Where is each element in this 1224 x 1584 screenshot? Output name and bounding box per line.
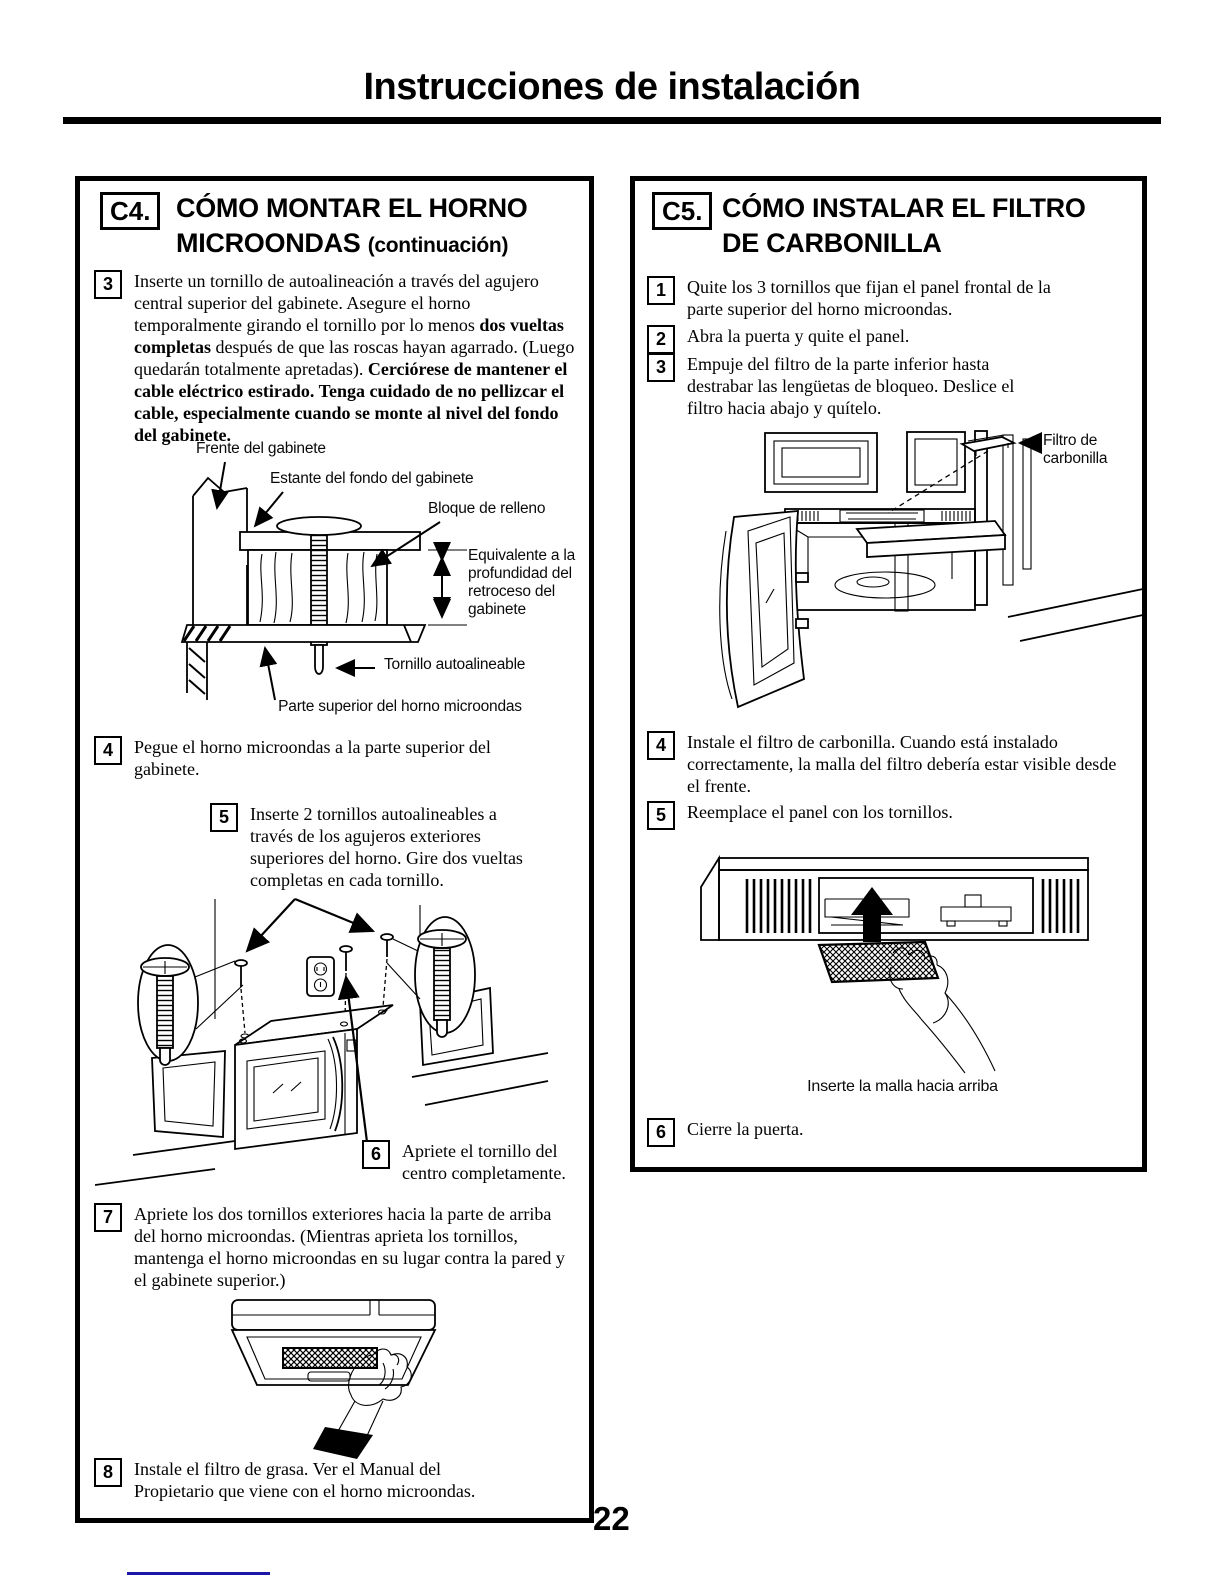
page-title: Instrucciones de instalación xyxy=(363,66,861,108)
section-c4-tag: C4. xyxy=(100,192,160,230)
c4-step-8 xyxy=(94,1458,514,1502)
c5-step-2-number: 2 xyxy=(647,325,675,354)
c4-step-6-text: Apriete el tornillo del centro completamente. xyxy=(402,1141,566,1183)
label-charcoal-filter: Filtro de carbonilla xyxy=(1043,432,1108,467)
c5-title-line2: DE CARBONILLA xyxy=(722,228,942,258)
c4-step-7-number: 7 xyxy=(94,1203,122,1232)
mesh-caption: Inserte la malla hacia arriba xyxy=(807,1078,998,1095)
screw-callout-left xyxy=(138,945,243,1065)
c5-step-3-number: 3 xyxy=(647,353,675,382)
label-self-aligning-screw: Tornillo autoalineable xyxy=(384,656,526,673)
c5-step-6 xyxy=(647,1118,987,1147)
section-c5-tag: C5. xyxy=(652,192,712,230)
depth-dimension-arrow xyxy=(428,550,467,625)
microwave-underside xyxy=(232,1300,435,1385)
vent-and-filter-housing xyxy=(785,509,975,523)
c5-step-5-number: 5 xyxy=(647,801,675,830)
c5-title-line1: CÓMO INSTALAR EL FILTRO xyxy=(722,193,1086,223)
c5-step-4-number: 4 xyxy=(647,731,675,760)
c4-step-3-b1: dos vueltas completas xyxy=(134,315,564,357)
c5-step-2 xyxy=(647,325,1087,354)
label-cabinet-shelf: Estante del fondo del gabinete xyxy=(270,470,474,487)
microwave-body xyxy=(235,1005,393,1149)
filter-leader-line xyxy=(888,451,988,513)
c5-step-2-text: Abra la puerta y quite el panel. xyxy=(687,326,910,346)
label-recess-depth: Equivalente a la profundidad del retroceso del gabinete xyxy=(468,547,576,618)
c4-step-7-text: Apriete los dos tornillos exteriores hacia la parte de arriba del horno microondas. (Mientras aprieta los tornillos, mantenga el horno microondas en su lugar contra la pared y el gabinete superior.) xyxy=(134,1204,565,1290)
c5-step-5 xyxy=(647,801,1087,830)
c4-step-3-t1: Inserte un tornillo de autoalineación a través del agujero central superior del gabinete. Asegure el horno temporalmente girando el tornillo por lo menos xyxy=(134,271,539,335)
section-c5-title xyxy=(722,191,1122,261)
screw-callout-right xyxy=(387,917,475,1037)
c4-step-8-text: Instale el filtro de grasa. Ver el Manual del Propietario que viene con el horno microondas. xyxy=(134,1459,476,1501)
open-door xyxy=(720,511,808,707)
c4-title-line1: CÓMO MONTAR EL HORNO xyxy=(176,193,528,223)
label-filler-block: Bloque de relleno xyxy=(428,500,546,517)
grease-filter-diagram xyxy=(225,1293,445,1461)
footer-blue-line xyxy=(127,1572,270,1575)
label-microwave-top: Parte superior del horno microondas xyxy=(278,698,522,715)
front-vent-panel xyxy=(701,858,1088,940)
c5-step-1 xyxy=(647,276,1087,320)
c5-step-5-text: Reemplace el panel con los tornillos. xyxy=(687,802,953,822)
c4-step-6 xyxy=(362,1140,597,1184)
mesh-filter-insert-diagram xyxy=(695,847,1105,1075)
label-cabinet-front: Frente del gabinete xyxy=(196,440,326,457)
c4-step-4-text: Pegue el horno microondas a la parte superior del gabinete. xyxy=(134,737,491,779)
charcoal-filter-tray xyxy=(962,435,1014,456)
c4-step-4 xyxy=(94,736,499,780)
c4-step-3-t2: después de que las roscas hayan agarrado. (Luego quedarán totalmente apretadas). xyxy=(134,337,575,379)
c4-step-6-number: 6 xyxy=(362,1140,390,1169)
c5-step-6-number: 6 xyxy=(647,1118,675,1147)
c4-step-5 xyxy=(210,803,535,891)
c5-step-6-text: Cierre la puerta. xyxy=(687,1119,804,1139)
c5-step-3-text: Empuje del filtro de la parte inferior hasta destrabar las lengüetas de bloqueo. Deslice el filtro hacia abajo y quítelo. xyxy=(687,354,1015,418)
c5-step-3 xyxy=(647,353,1047,419)
c4-step-3-text xyxy=(134,270,579,446)
sleeve xyxy=(313,1427,373,1459)
electrical-outlet xyxy=(307,957,334,996)
page-number: 22 xyxy=(593,1500,630,1537)
c4-step-3-number: 3 xyxy=(94,270,122,299)
c5-step-1-number: 1 xyxy=(647,276,675,305)
c4-step-4-number: 4 xyxy=(94,736,122,765)
c4-step-7 xyxy=(94,1203,569,1291)
c4-step-5-text: Inserte 2 tornillos autoalineables a través de los agujeros exteriores superiores del horno. Gire dos vueltas completas en cada tornillo. xyxy=(250,804,523,890)
counter-lines xyxy=(1008,589,1143,641)
cabinet-front-panel xyxy=(193,478,247,625)
title-rule xyxy=(63,117,1161,124)
c4-step-3-b2: Cerciórese de mantener el cable eléctrico estirado. Tenga cuidado de no pellizcar el cable, especialmente cuando se monte al nivel del fondo del gabinete. xyxy=(134,359,568,445)
c5-step-1-text: Quite los 3 tornillos que fijan el panel frontal de la parte superior del horno microondas. xyxy=(687,277,1051,319)
c4-step-8-number: 8 xyxy=(94,1458,122,1487)
c4-title-note: (continuación) xyxy=(367,234,509,257)
c4-step-3 xyxy=(94,270,579,446)
screw-pointer-arrows xyxy=(247,899,373,951)
charcoal-filter-location-diagram xyxy=(690,427,1145,717)
c4-title-line2: MICROONDAS xyxy=(176,228,361,258)
c5-step-4-text: Instale el filtro de carbonilla. Cuando está instalado correctamente, la malla del filtro debería estar visible desde el frente. xyxy=(687,732,1117,796)
mesh-filter xyxy=(819,942,938,982)
section-c4-title xyxy=(176,191,576,263)
c4-step-5-number: 5 xyxy=(210,803,238,832)
c5-step-4 xyxy=(647,731,1132,797)
